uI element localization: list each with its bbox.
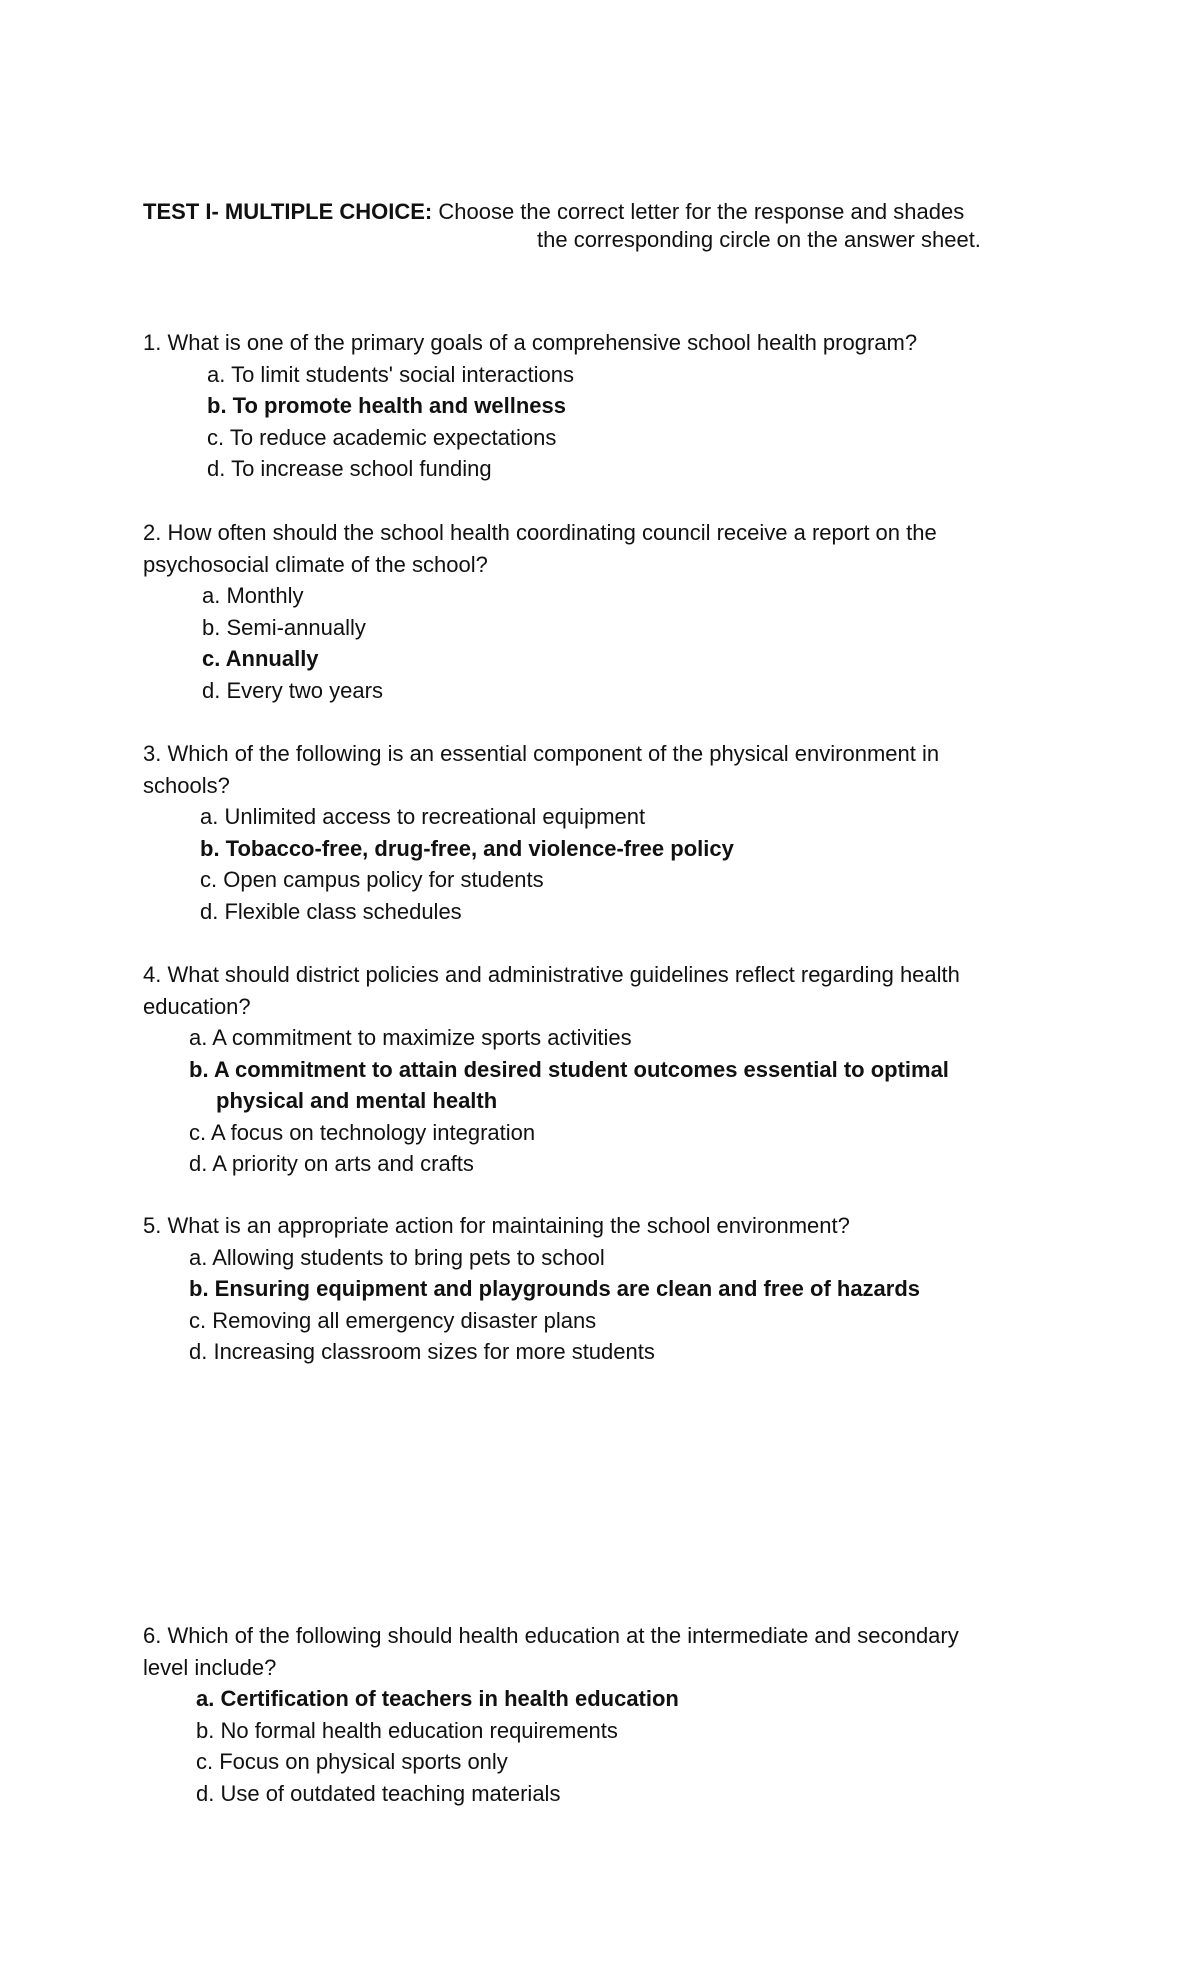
question-4: [143, 959, 1063, 1180]
choice-b-correct: b. Ensuring equipment and playgrounds are clean and free of hazards: [189, 1276, 921, 1301]
choice-list: [143, 1242, 1063, 1368]
choice-d: d. Increasing classroom sizes for more students: [189, 1339, 655, 1364]
choice-a: a. Allowing students to bring pets to school: [189, 1244, 605, 1270]
choice-list: [143, 359, 1063, 485]
instruction-line-2: the corresponding circle on the answer sheet.: [537, 227, 981, 252]
question-text-line-1: 2. How often should the school health coordinating council receive a report on the: [143, 520, 937, 545]
test-header: [143, 198, 1063, 254]
question-text-line-2: level include?: [143, 1654, 277, 1680]
choice-b-correct: b. To promote health and wellness: [207, 393, 566, 418]
choice-b: b. Semi-annually: [202, 614, 366, 640]
choice-c: c. A focus on technology integration: [189, 1119, 536, 1145]
choice-a: a. Unlimited access to recreational equipment: [200, 804, 646, 829]
choice-list: [143, 1683, 1063, 1809]
choice-c: c. Removing all emergency disaster plans: [189, 1307, 597, 1333]
question-3: [143, 738, 1063, 927]
choice-b: b. No formal health education requirements: [196, 1717, 618, 1743]
question-text-line-1: 6. Which of the following should health education at the intermediate and secondary: [143, 1623, 959, 1648]
choice-b-correct: b. Tobacco-free, drug-free, and violence-free policy: [200, 835, 734, 861]
choice-c: c. Focus on physical sports only: [196, 1749, 508, 1774]
choice-b-line-2: physical and mental health: [216, 1088, 498, 1113]
question-text-line-2: education?: [143, 993, 251, 1019]
choice-a: a. Monthly: [202, 583, 304, 608]
question-text: 1. What is one of the primary goals of a comprehensive school health program?: [143, 330, 918, 355]
choice-d: d. Every two years: [202, 677, 383, 703]
choice-c: c. To reduce academic expectations: [207, 424, 557, 450]
choice-c: c. Open campus policy for students: [200, 867, 544, 892]
choice-b-correct: [189, 1054, 1063, 1117]
choice-list: [143, 580, 1063, 706]
choice-d: d. A priority on arts and crafts: [189, 1151, 474, 1176]
choice-a: a. A commitment to maximize sports activities: [189, 1025, 632, 1050]
question-1: [143, 327, 1063, 485]
choice-d: d. To increase school funding: [207, 456, 492, 481]
instruction-line-1: Choose the correct letter for the response and shades: [432, 199, 965, 224]
question-text-line-2: schools?: [143, 772, 230, 798]
choice-a-correct: a. Certification of teachers in health education: [196, 1686, 679, 1711]
choice-d: d. Flexible class schedules: [200, 898, 462, 924]
test-label: TEST I- MULTIPLE CHOICE:: [143, 199, 433, 224]
question-text-line-1: 4. What should district policies and administrative guidelines reflect regarding health: [143, 962, 960, 987]
question-text: 5. What is an appropriate action for maintaining the school environment?: [143, 1213, 850, 1238]
question-5: [143, 1210, 1063, 1368]
question-6: [143, 1620, 1063, 1809]
question-text-line-2: psychosocial climate of the school?: [143, 551, 488, 577]
choice-list: [143, 1022, 1063, 1180]
choice-c-correct: c. Annually: [202, 646, 319, 671]
question-text-line-1: 3. Which of the following is an essential component of the physical environment in: [143, 741, 940, 766]
choice-a: a. To limit students' social interactions: [207, 361, 574, 387]
choice-b-line-1: b. A commitment to attain desired student outcomes essential to optimal: [189, 1056, 949, 1082]
question-2: [143, 517, 1063, 706]
choice-d: d. Use of outdated teaching materials: [196, 1780, 561, 1806]
choice-list: [143, 801, 1063, 927]
